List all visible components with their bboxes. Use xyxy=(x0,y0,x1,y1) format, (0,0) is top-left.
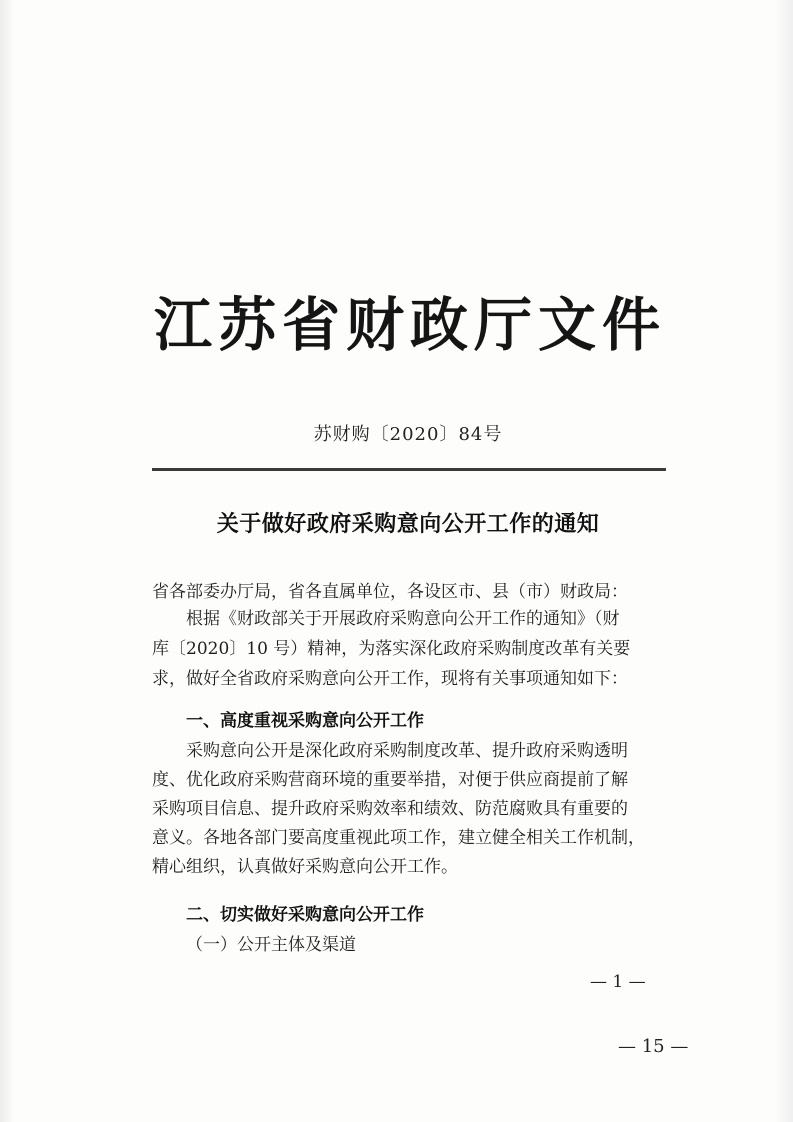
addressee-line: 省各部委办厅局，省各直属单位，各设区市、县（市）财政局： xyxy=(152,582,628,602)
scan-edge-left xyxy=(0,0,14,1122)
notice-title: 关于做好政府采购意向公开工作的通知 xyxy=(216,511,600,537)
paragraph-line: 意义。各地各部门要高度重视此项工作，建立健全相关工作机制， xyxy=(152,828,645,848)
masthead-divider xyxy=(152,468,666,471)
paragraph-section-1 xyxy=(152,736,668,881)
masthead-title: 江苏省财政厅文件 xyxy=(153,291,666,359)
section-heading-1: 一、高度重视采购意向公开工作 xyxy=(186,711,424,731)
section-heading-2: 二、切实做好采购意向公开工作 xyxy=(186,905,424,925)
paragraph-line: 库〔2020〕10 号）精神，为落实深化政府采购制度改革有关要 xyxy=(152,639,631,659)
paragraph-intro xyxy=(152,604,668,694)
document-number: 苏财购〔2020〕84号 xyxy=(313,424,503,445)
paragraph-line: 采购项目信息、提升政府采购效率和绩效、防范腐败具有重要的 xyxy=(152,799,628,819)
subsection-heading-1: （一）公开主体及渠道 xyxy=(186,935,356,955)
paragraph-line: 精心组织，认真做好采购意向公开工作。 xyxy=(152,857,458,877)
scan-edge-right xyxy=(775,0,793,1122)
paragraph-line: 度、优化政府采购营商环境的重要举措，对便于供应商提前了解 xyxy=(152,770,628,790)
paragraph-line: 根据《财政部关于开展政府采购意向公开工作的通知》（财 xyxy=(186,609,620,629)
paragraph-line: 采购意向公开是深化政府采购制度改革、提升政府采购透明 xyxy=(186,741,628,761)
paragraph-line: 求，做好全省政府采购意向公开工作，现将有关事项通知如下： xyxy=(152,669,628,689)
page-number-outer: — 15 — xyxy=(618,1036,689,1057)
page-number-inner: — 1 — xyxy=(590,972,646,992)
